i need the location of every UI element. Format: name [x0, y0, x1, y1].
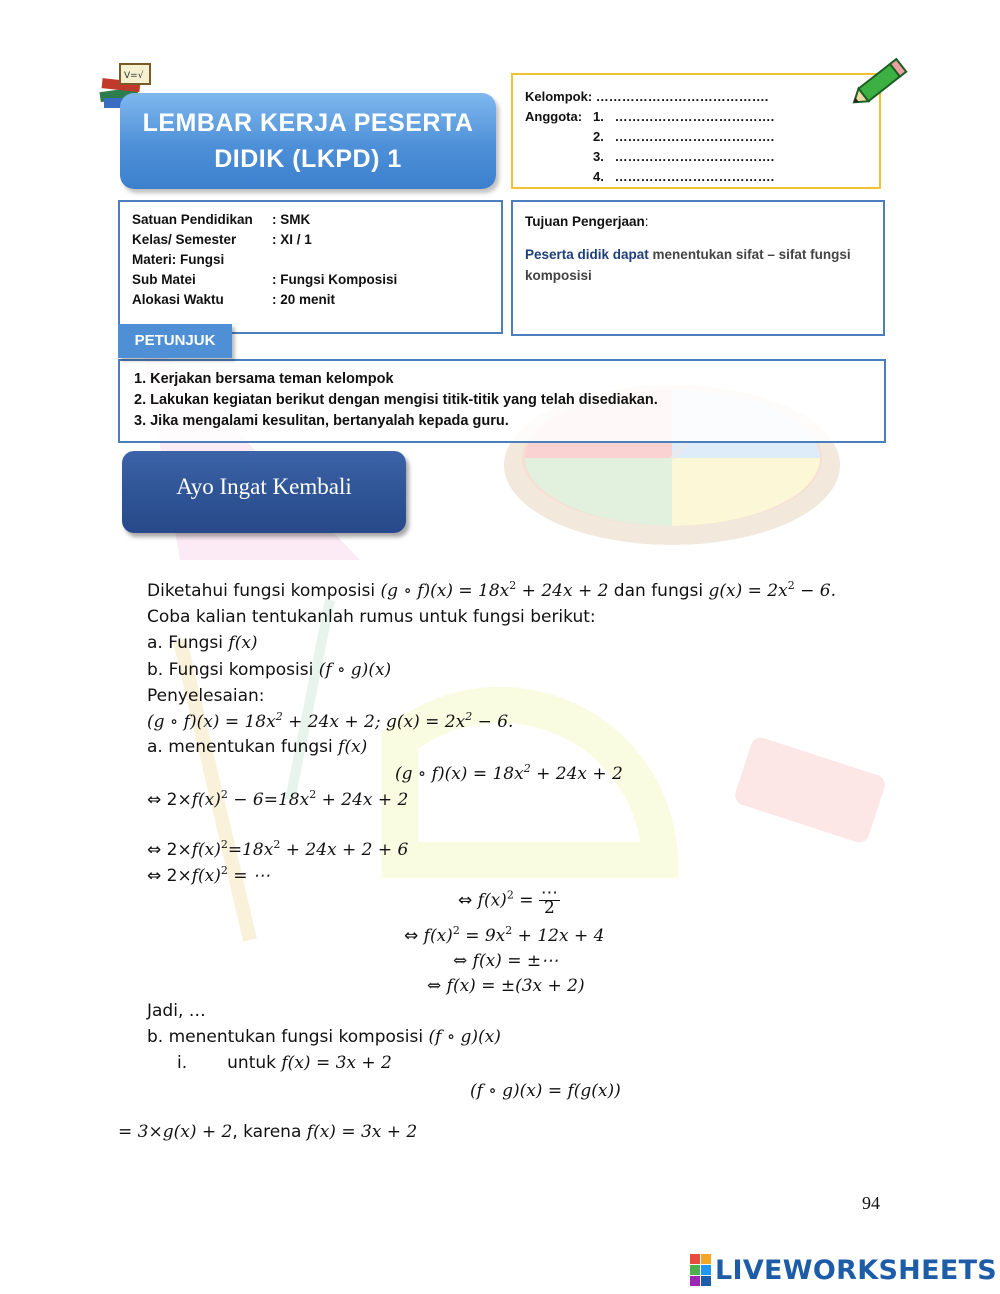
info-key: Materi: Fungsi [132, 252, 225, 267]
member-number: 1. [593, 109, 604, 124]
instruction-item: 2. Lakukan kegiatan berikut dengan mengisi titik-titik yang telah disediakan. [134, 392, 658, 408]
instruction-item: 1. Kerjakan bersama teman kelompok [134, 371, 394, 387]
member-field[interactable]: ………………………………. [614, 149, 775, 164]
step-1: (g ∘ $f)(x) = 18x^2 + 24x + 2$ [395, 762, 623, 784]
page-number: 94 [862, 1193, 880, 1213]
goal-highlight: Peserta didik dapat [525, 247, 649, 262]
group-members-box [511, 73, 881, 189]
step-4[interactable]: ⇔ $2\times f(x)^2$ = ⋯ [147, 864, 270, 886]
member-number: 4. [593, 169, 604, 184]
info-key: Kelas/ Semester [132, 232, 237, 247]
worksheet-title [120, 93, 496, 189]
learning-goal-box [511, 200, 885, 336]
member-field[interactable]: ………………………………. [614, 169, 775, 184]
goal-body: menentukan sifat – sifat fungsi komposisi [525, 247, 851, 283]
info-row [132, 250, 501, 270]
instructions-box [118, 359, 886, 443]
fraction: $\frac{\cdots}{2}$ [540, 883, 558, 918]
eraser-watermark [733, 735, 888, 845]
conclusion-line[interactable]: Jadi, … [147, 1001, 206, 1021]
title-line-1: LEMBAR KERJA PESERTA [142, 109, 474, 137]
svg-text:V=√: V=√ [124, 71, 144, 81]
step-2: ⇔ $2\times f(x)^2 - 6=18x^2 + 24x + 2$ [147, 788, 409, 810]
info-value: : SMK [272, 212, 311, 227]
part-b-heading: b. menentukan fungsi komposisi (f ∘ g)(x) [147, 1027, 501, 1047]
question-a: a. Fungsi f(x) [147, 633, 258, 653]
composition-line: (f ∘ g)(x) = f(g(x)) [470, 1081, 621, 1101]
step-8: ⇔ f(x) = ±(3x + 2) [427, 976, 585, 996]
anggota-label: Anggota: [525, 109, 583, 124]
member-field[interactable]: ………………………………. [614, 109, 775, 124]
part-a-heading: a. menentukan fungsi f(x) [147, 737, 368, 757]
info-key: Alokasi Waktu [132, 292, 224, 307]
question-prompt: Coba kalian tentukanlah rumus untuk fungsi berikut: [147, 607, 596, 627]
info-key: Satuan Pendidikan [132, 212, 253, 227]
logo-mark-icon [690, 1254, 711, 1286]
info-value: : 20 menit [272, 292, 336, 307]
instruction-item: 3. Jika mengalami kesulitan, bertanyalah kepada guru. [134, 413, 509, 429]
logo-text: LIVEWORKSHEETS [715, 1254, 998, 1286]
step-5[interactable]: ⇔ $f(x)^2$ = $\frac{\cdots}{2}$ [458, 883, 558, 918]
pencil-icon [845, 52, 915, 112]
instructions-tab: PETUNJUK [118, 324, 232, 358]
solution-heading: Penyelesaian: [147, 686, 265, 706]
goal-text [525, 244, 871, 286]
info-row [132, 210, 501, 230]
step-7[interactable]: ⇔ f(x) = ±⋯ [453, 951, 559, 971]
goal-heading: Tujuan Pengerjaan: [525, 214, 649, 229]
kelompok-row [525, 87, 879, 107]
step-6: ⇔ $f(x)^2 = 9x^2 + 12x + 4$ [404, 924, 605, 946]
kelompok-field[interactable]: …………………………………. [595, 89, 769, 104]
info-value: : Fungsi Komposisi [272, 272, 398, 287]
step-3: ⇔ $2\times f(x)^2=18x^2 + 24x + 2 + 6$ [147, 838, 409, 860]
identity-box [118, 200, 503, 334]
info-row [132, 270, 501, 290]
intro-line: Diketahui fungsi komposisi (g ∘ $f)(x) = 18x^2 + 24x + 2$ dan fungsi $g(x) = 2x^2 - 6$. [147, 579, 836, 601]
member-number: 2. [593, 129, 604, 144]
member-row [525, 147, 879, 167]
section-heading-ayo: Ayo Ingat Kembali [122, 451, 406, 533]
liveworksheets-logo [690, 1253, 997, 1287]
member-number: 3. [593, 149, 604, 164]
member-row [525, 127, 879, 147]
question-b: b. Fungsi komposisi (f ∘ g)(x) [147, 660, 392, 680]
last-line: = 3×g(x) + 2, karena f(x) = 3x + 2 [118, 1122, 418, 1142]
info-row [132, 230, 501, 250]
kelompok-label: Kelompok: [525, 89, 593, 104]
info-row [132, 290, 501, 310]
title-line-2: DIDIK (LKPD) 1 [214, 145, 402, 173]
member-row [525, 107, 879, 127]
member-row [525, 167, 879, 187]
info-key: Sub Matei [132, 272, 196, 287]
member-field[interactable]: ………………………………. [614, 129, 775, 144]
given-line: (g ∘ $f)(x) = 18x^2 + 24x + 2$; $g(x) = 2x^2 - 6$. [147, 710, 514, 732]
sub-item-i: i. untuk f(x) = 3x + 2 [177, 1053, 392, 1073]
info-value: : XI / 1 [272, 232, 312, 247]
